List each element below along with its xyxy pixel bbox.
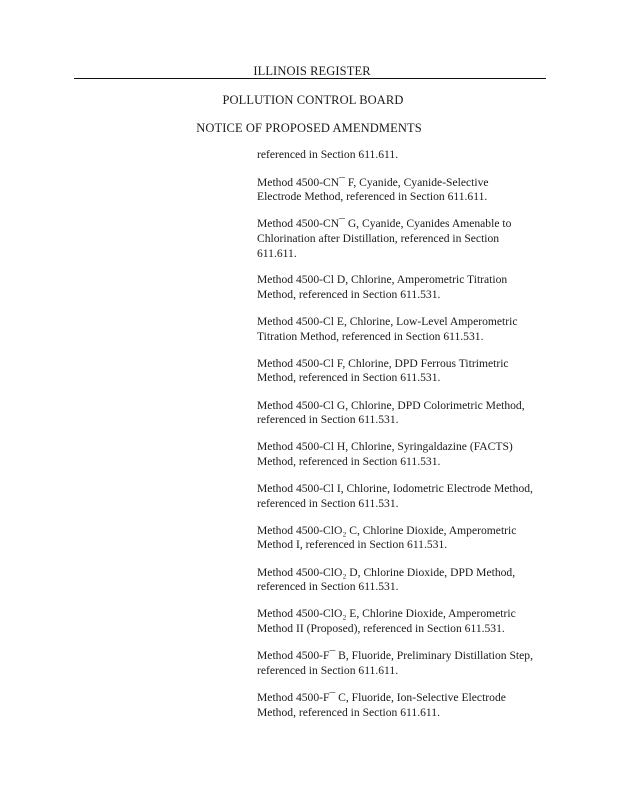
method-entry: Method 4500-CN¯ G, Cyanide, Cyanides Amenable to Chlorination after Distillation, referenced in Section 611.611. [257, 217, 512, 260]
method-entry: Method 4500-CN¯ F, Cyanide, Cyanide-Selective Electrode Method, referenced in Section 611.611. [257, 175, 489, 204]
header-rule [74, 78, 546, 79]
method-entry: Method 4500-Cl F, Chlorine, DPD Ferrous Titrimetric Method, referenced in Section 611.531. [257, 356, 509, 385]
method-entry: Method 4500-ClO₂ D, Chlorine Dioxide, DPD Method, referenced in Section 611.531. [257, 565, 516, 594]
method-entry: Method 4500-ClO₂ E, Chlorine Dioxide, Amperometric Method II (Proposed), referenced in Section 611.531. [257, 607, 516, 635]
method-entry: Method 4500-ClO₂ C, Chlorine Dioxide, Amperometric Method I, referenced in Section 611.531. [257, 523, 517, 552]
notice-title: NOTICE OF PROPOSED AMENDMENTS [196, 121, 422, 135]
method-entry: Method 4500-Cl I, Chlorine, Iodometric Electrode Method, referenced in Section 611.531. [257, 482, 533, 510]
register-title: ILLINOIS REGISTER [253, 64, 371, 78]
method-entry: Method 4500-Cl D, Chlorine, Amperometric Titration Method, referenced in Section 611.531. [257, 273, 508, 301]
board-title: POLLUTION CONTROL BOARD [222, 93, 404, 107]
method-entry: Method 4500-Cl G, Chlorine, DPD Colorimetric Method, referenced in Section 611.531. [257, 398, 525, 427]
method-entry: Method 4500-F¯ C, Fluoride, Ion-Selective Electrode Method, referenced in Section 611.611. [257, 690, 506, 719]
method-entry: Method 4500-Cl E, Chlorine, Low-Level Amperometric Titration Method, referenced in Section 611.531. [257, 314, 518, 343]
method-entry: referenced in Section 611.611. [257, 148, 399, 161]
method-entry: Method 4500-F¯ B, Fluoride, Preliminary Distillation Step, referenced in Section 611.611. [257, 649, 533, 677]
method-entry: Method 4500-Cl H, Chlorine, Syringaldazine (FACTS) Method, referenced in Section 611.531. [257, 440, 513, 468]
method-list [257, 148, 557, 733]
